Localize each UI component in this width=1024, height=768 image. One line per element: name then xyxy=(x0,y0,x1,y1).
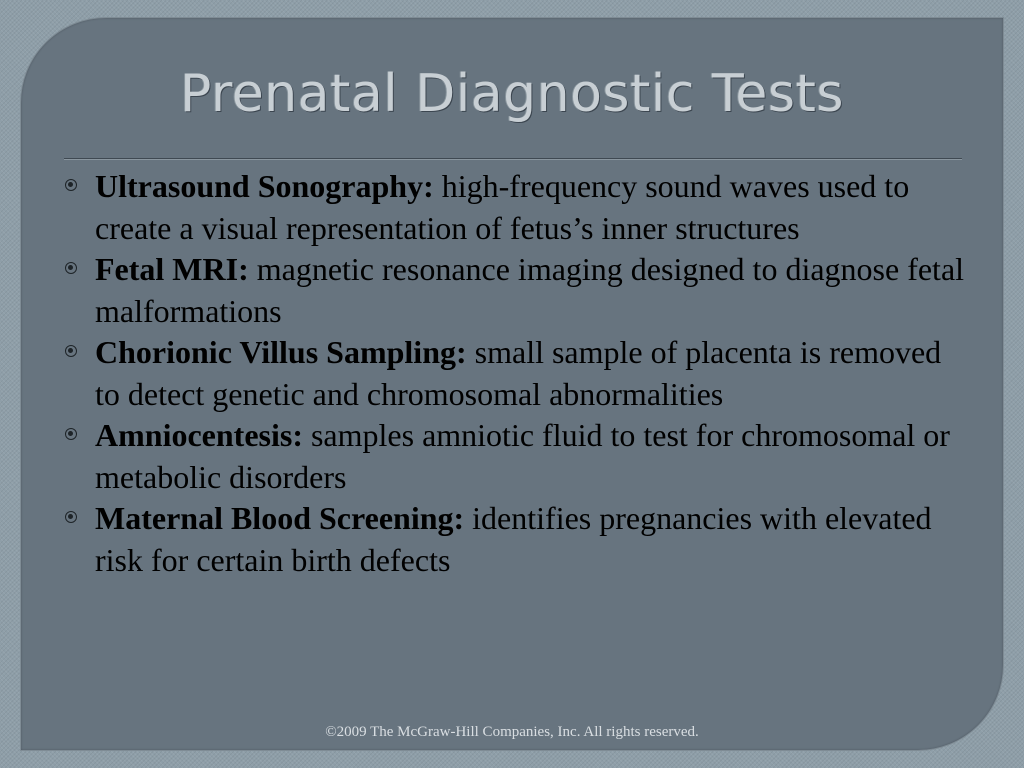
bullet-item-chorionic-villus xyxy=(62,332,972,415)
title-divider xyxy=(64,158,962,160)
bullet-description: magnetic resonance imaging designed to diagnose fetal malformations xyxy=(95,251,965,329)
bullet-item-ultrasound xyxy=(62,166,972,249)
bullet-item-fetal-mri xyxy=(62,249,972,332)
bullet-term: Maternal Blood Screening: xyxy=(95,500,465,536)
circled-dot-bullet-icon xyxy=(65,511,77,523)
circled-dot-bullet-icon xyxy=(65,179,77,191)
bullet-description: small sample of placenta is removed to detect genetic and chromosomal abnormalities xyxy=(95,334,942,412)
bullet-item-maternal-blood xyxy=(62,498,972,581)
circled-dot-bullet-icon xyxy=(65,345,77,357)
bullet-list xyxy=(62,166,972,581)
bullet-description: identifies pregnancies with elevated risk for certain birth defects xyxy=(95,500,932,578)
bullet-term: Chorionic Villus Sampling: xyxy=(95,334,467,370)
bullet-term: Fetal MRI: xyxy=(95,251,249,287)
circled-dot-bullet-icon xyxy=(65,262,77,274)
copyright-footer: ©2009 The McGraw-Hill Companies, Inc. All rights reserved. xyxy=(325,724,699,740)
bullet-term: Ultrasound Sonography: xyxy=(95,168,434,204)
circled-dot-bullet-icon xyxy=(65,428,77,440)
bullet-item-amniocentesis xyxy=(62,415,972,498)
bullet-description: high-frequency sound waves used to create a visual representation of fetus’s inner structures xyxy=(95,168,910,246)
bullet-description: samples amniotic fluid to test for chromosomal or metabolic disorders xyxy=(95,417,950,495)
slide-title: Prenatal Diagnostic Tests xyxy=(180,64,844,124)
bullet-term: Amniocentesis: xyxy=(95,417,303,453)
